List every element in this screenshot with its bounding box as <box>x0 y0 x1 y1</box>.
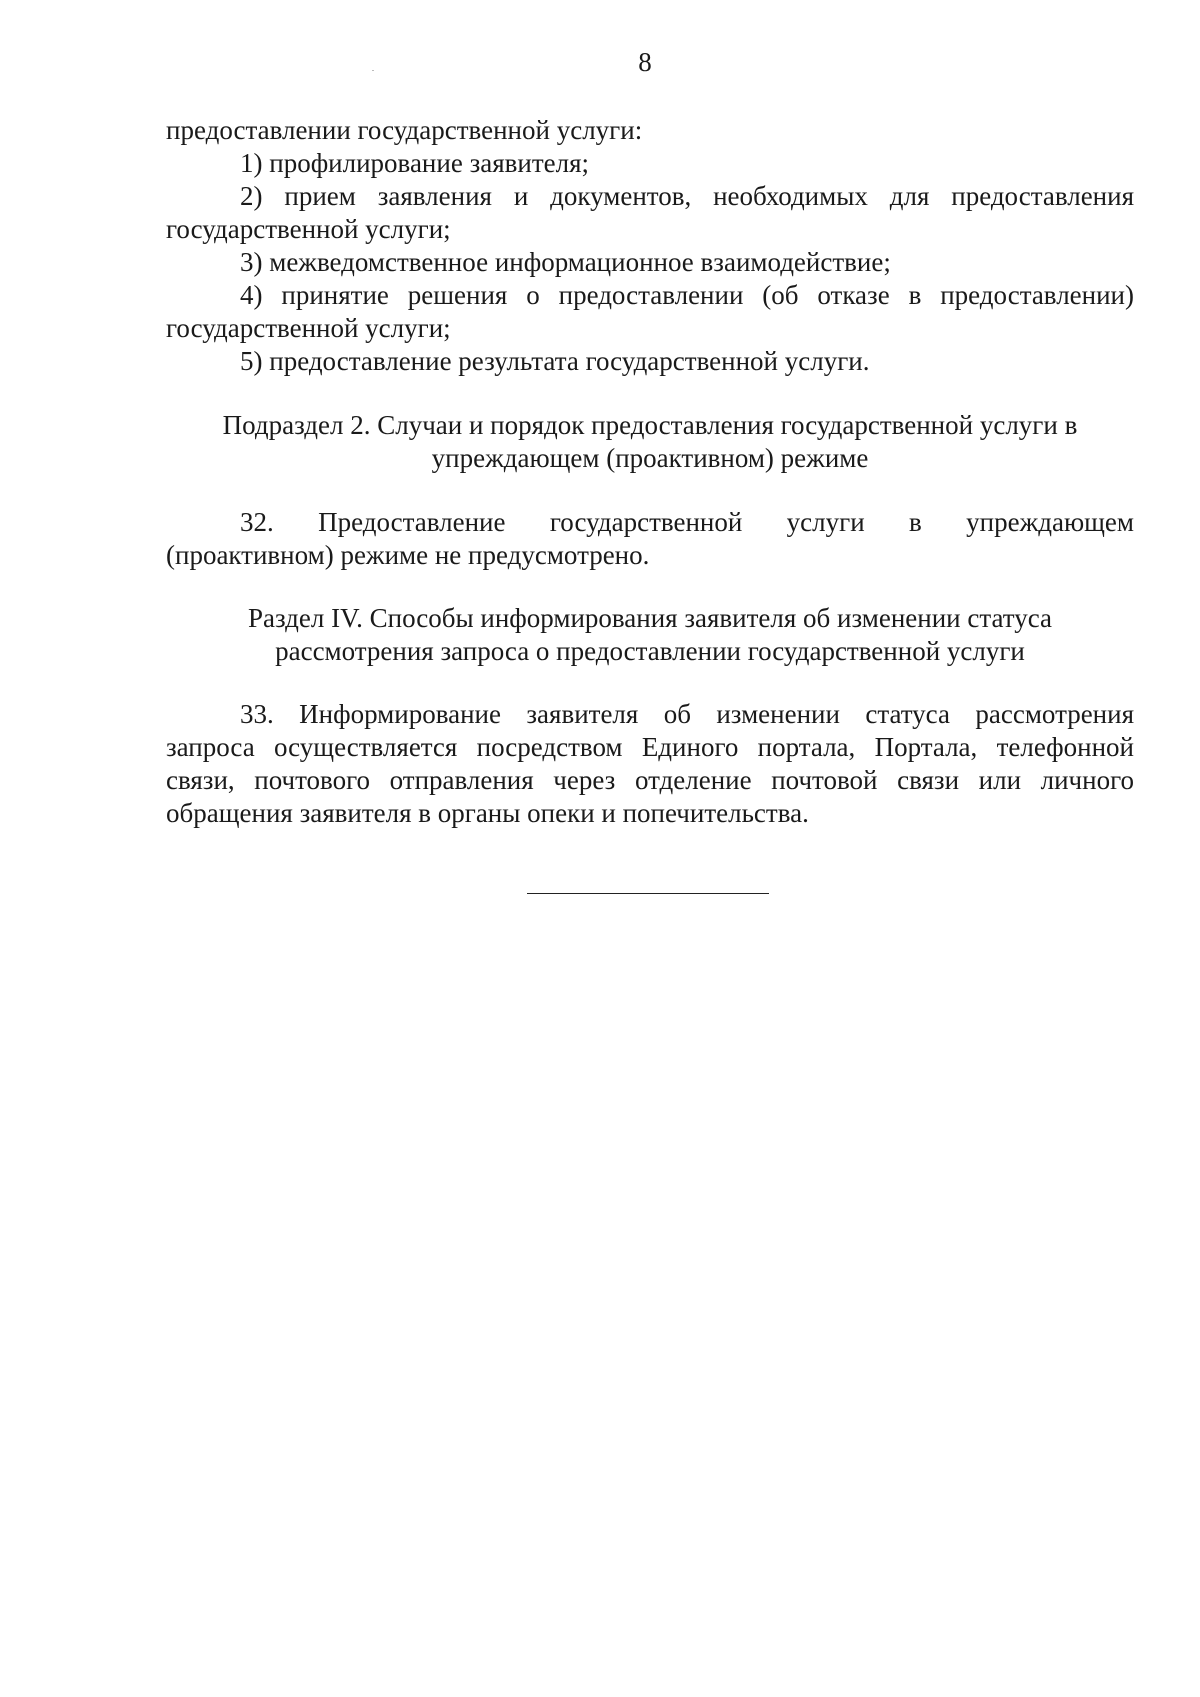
list-item-3: 3) межведомственное информационное взаимодействие; <box>240 247 891 277</box>
paragraph-33-line1: 33. Информирование заявителя об изменении статуса рассмотрения <box>240 699 1134 729</box>
paragraph-33-line2: запроса осуществляется посредством Единого портала, Портала, телефонной <box>166 732 1134 762</box>
list-item-4-line1: 4) принятие решения о предоставлении (об отказе в предоставлении) <box>240 280 1134 310</box>
list-item-4-line2: государственной услуги; <box>166 313 451 343</box>
section-4-heading-line1: Раздел IV. Способы информирования заявителя об изменении статуса <box>248 603 1052 633</box>
list-item-1: 1) профилирование заявителя; <box>240 148 590 178</box>
paragraph-32-line1: 32. Предоставление государственной услуги в упреждающем <box>240 507 1134 537</box>
paragraph-33-line4: обращения заявителя в органы опеки и попечительства. <box>166 798 809 828</box>
end-separator-line <box>527 893 769 894</box>
subsection-2-heading-line2: упреждающем (проактивном) режиме <box>431 443 869 473</box>
page-content <box>166 114 1134 830</box>
spacer <box>166 668 1134 698</box>
subsection-2-heading-line1: Подраздел 2. Случаи и порядок предоставления государственной услуги в <box>222 410 1078 440</box>
list-intro: предоставлении государственной услуги: <box>166 115 643 145</box>
spacer <box>166 572 1134 602</box>
list-item-5: 5) предоставление результата государственной услуги. <box>240 346 870 376</box>
spacer <box>166 378 1134 409</box>
spacer <box>166 475 1134 506</box>
list-item-2-line2: государственной услуги; <box>166 214 451 244</box>
section-4-heading-line2: рассмотрения запроса о предоставлении государственной услуги <box>275 636 1025 666</box>
list-item-2-line1: 2) прием заявления и документов, необходимых для предоставления <box>240 181 1134 211</box>
paragraph-33-line3: связи, почтового отправления через отделение почтовой связи или личного <box>166 765 1134 795</box>
page-number: 8 <box>638 47 652 77</box>
paragraph-32-line2: (проактивном) режиме не предусмотрено. <box>166 540 650 570</box>
